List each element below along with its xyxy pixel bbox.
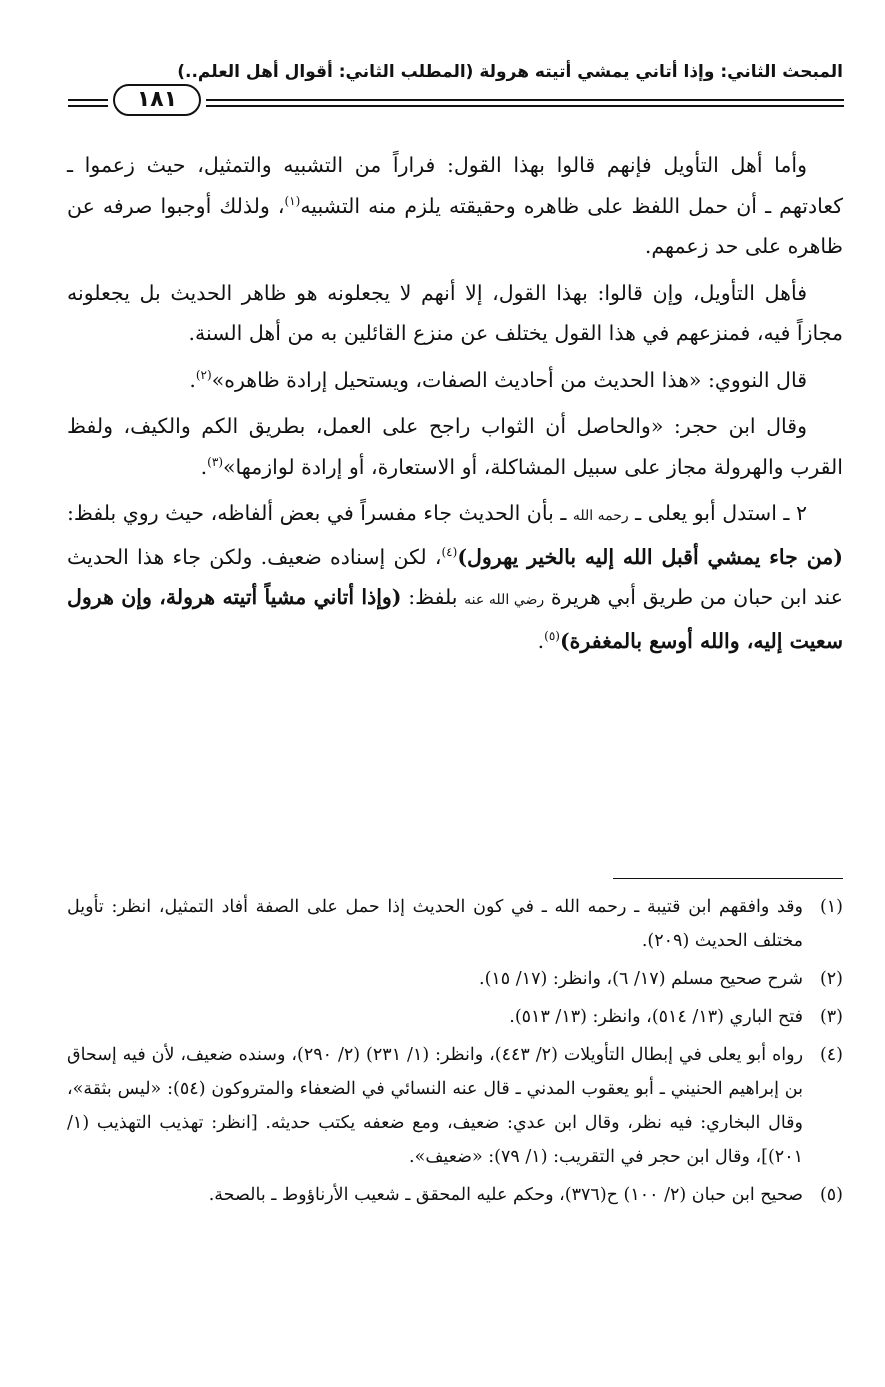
footnote-ref-1: (١) <box>284 193 301 208</box>
header-rule-line <box>206 105 844 107</box>
paragraph-5: ٢ ـ استدل أبو يعلى ـ رحمه الله ـ بأن الحديث جاء مفسراً في بعض ألفاظه، حيث روي بلفظ: (من جاء يمشي أقبل الله إليه بالخير يهرول)$^{(٤)}$، لكن إسناده ضعيف. ولكن جاء هذا الحديث عند ابن حبان من طريق أبي هريرة رضي الله عنه بلفظ: (وإذا أتاني مشياً أتيته هرولة، وإن هرول سعيت إليه، والله أوسع بالمغفرة)$^{(٥)}$. <box>67 501 843 653</box>
footnote-ref-2: (٢) <box>195 367 212 382</box>
header-rule <box>68 82 844 118</box>
honorific-glyph: رضي الله عنه <box>464 592 545 608</box>
honorific-glyph: رحمه الله <box>572 508 629 524</box>
footnote <box>67 1038 843 1174</box>
footnote-number: (٥) <box>819 1185 843 1205</box>
footnote-separator <box>613 878 843 879</box>
footnote-ref-3: (٣) <box>207 454 223 469</box>
footnote-number: (١) <box>819 897 843 917</box>
paragraph-3: قال النووي: «هذا الحديث من أحاديث الصفات، ويستحيل إرادة ظاهره»$^{(٢)}$. <box>189 367 807 392</box>
running-header: المبحث الثاني: وإذا أتاني يمشي أتيته هرولة (المطلب الثاني: أقوال أهل العلم..) <box>177 62 843 82</box>
hadith-quote-2: (وإذا أتاني مشياً أتيته هرولة، وإن هرول سعيت إليه، والله أوسع بالمغفرة) <box>67 585 843 653</box>
footnote-ref-4: (٤) <box>441 544 458 559</box>
footnotes <box>67 890 843 1216</box>
footnote-ref-5: (٥) <box>544 628 560 643</box>
main-text <box>67 145 843 667</box>
footnote-number: (٤) <box>819 1045 843 1065</box>
header-rule-line-left <box>68 105 108 107</box>
footnote <box>67 1000 843 1034</box>
footnote-number: (٢) <box>819 969 843 989</box>
footnote-text: فتح الباري (١٣/ ٥١٤)، وانظر: (١٣/ ٥١٣). <box>509 1007 803 1027</box>
paragraph-1: وأما أهل التأويل فإنهم قالوا بهذا القول: فراراً من التشبيه والتمثيل، حيث زعموا ـ كعادتهم ـ أن حمل اللفظ على ظاهره وحقيقته يلزم منه التشبيه$^{(١)}$، ولذلك أوجبوا صرفه عن ظاهره على حد زعمهم. <box>67 153 843 258</box>
page-number: ١٨١ <box>113 84 201 116</box>
footnote-number: (٣) <box>819 1007 843 1027</box>
footnote <box>67 962 843 996</box>
header-rule-line-left <box>68 99 108 101</box>
footnote-text: وقد وافقهم ابن قتيبة ـ رحمه الله ـ في كون الحديث إذا حمل على الصفة أفاد التمثيل، انظر: تأويل مختلف الحديث (٢٠٩). <box>67 897 803 951</box>
hadith-quote-1: (من جاء يمشي أقبل الله إليه بالخير يهرول) <box>457 544 843 569</box>
header-rule-line <box>206 99 844 101</box>
footnote-text: شرح صحيح مسلم (١٧/ ٦)، وانظر: (١٧/ ١٥). <box>479 969 803 989</box>
footnote-text: رواه أبو يعلى في إبطال التأويلات (٢/ ٤٤٣)، وانظر: (١/ ٢٣١) (٢/ ٢٩٠)، وسنده ضعيف، لأن فيه إسحاق بن إبراهيم الحنيني ـ أبو يعقوب المدني ـ قال عنه النسائي في الضعفاء والمتروكون (٥٤): «ليس بثقة»، وقال البخاري: فيه نظر، وقال ابن عدي: ضعيف، ومع ضعفه يكتب حديثه. [انظر: تهذيب التهذيب (١/ ٢٠١)]، وقال ابن حجر في التقريب: (١/ ٧٩): «ضعيف». <box>67 1045 804 1167</box>
paragraph-2: فأهل التأويل، وإن قالوا: بهذا القول، إلا أنهم لا يجعلونه هو ظاهر الحديث بل يجعلونه مجازاً فيه، فمنزعهم في هذا القول يختلف عن منزع القائلين به من أهل السنة. <box>67 280 843 345</box>
paragraph-4: وقال ابن حجر: «والحاصل أن الثواب راجح على العمل، بطريق الكم والكيف، ولفظ القرب والهرولة مجاز على سبيل المشاكلة، أو الاستعارة، أو إرادة لوازمها»$^{(٣)}$. <box>67 414 843 479</box>
footnote-text: صحيح ابن حبان (٢/ ١٠٠) ح(٣٧٦)، وحكم عليه المحقق ـ شعيب الأرناؤوط ـ بالصحة. <box>208 1185 803 1205</box>
footnote <box>67 1178 843 1212</box>
footnote <box>67 890 843 958</box>
